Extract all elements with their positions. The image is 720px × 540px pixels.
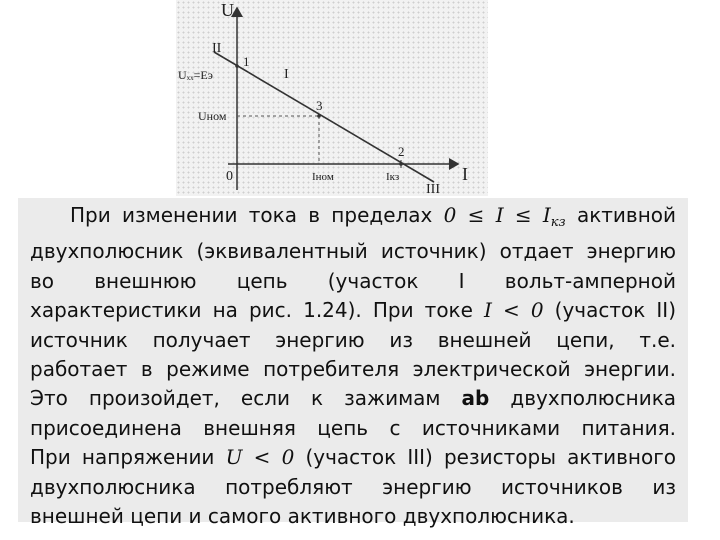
point-1-marker: [235, 64, 239, 68]
text-line-10: двухполюсника потребляют энергию источников из: [30, 474, 676, 499]
math-current-negative: I < 0: [484, 298, 544, 323]
ikz-label: Iкз: [386, 171, 400, 183]
uxx-label: Uₓₓ=Eэ: [178, 68, 213, 82]
math-voltage-negative: U < 0: [225, 445, 295, 470]
point-2-marker: [399, 162, 403, 166]
paragraph-block: [18, 198, 688, 529]
text-line-2: двухполюсник (эквивалентный источник) отдает энергию: [30, 239, 676, 264]
point-1-label: 1: [243, 54, 250, 69]
terminals-ab: ab: [461, 386, 490, 411]
y-axis-label: U: [221, 0, 234, 20]
point-3-marker: [317, 114, 321, 118]
math-subscript-kz: кз: [550, 215, 566, 230]
math-current-range: 0 ≤ I ≤ I: [443, 203, 551, 227]
paragraph: [30, 201, 676, 531]
text-line-7: Это произойдет, если к зажимам ab двухполюсника: [30, 386, 677, 411]
point-3-label: 3: [316, 98, 323, 113]
inom-label: Iном: [312, 171, 334, 183]
point-2-label: 2: [398, 144, 405, 159]
text-line-4: характеристики на рис. 1.24). При токе I < 0 (участок II): [30, 298, 677, 323]
text-line-5: источник получает энергию из внешней цепи, т.е.: [30, 327, 676, 352]
region-I-label: I: [284, 67, 289, 82]
text-line-1: При изменении тока в пределах $0 \le I \le I_{кз}$ активной: [70, 203, 677, 230]
text-line-9: При напряжении U < 0 (участок III) резисторы активного: [30, 445, 676, 470]
region-II-label: II: [212, 41, 222, 56]
text-line-6: работает в режиме потребителя электрической энергии.: [30, 357, 676, 382]
text-line-3: во внешнюю цепь (участок I вольт-амперной: [30, 268, 676, 293]
x-axis-label: I: [462, 164, 468, 184]
graph-svg: [176, 0, 488, 196]
iv-characteristic-graph: [176, 0, 488, 196]
text-line-8: присоединена внешняя цепь с источниками питания.: [30, 415, 676, 440]
unom-label: Uном: [198, 109, 227, 123]
text-line-11: внешней цепи и самого активного двухполюсника.: [30, 504, 575, 529]
region-III-label: III: [426, 182, 440, 196]
origin-label: 0: [226, 169, 233, 184]
